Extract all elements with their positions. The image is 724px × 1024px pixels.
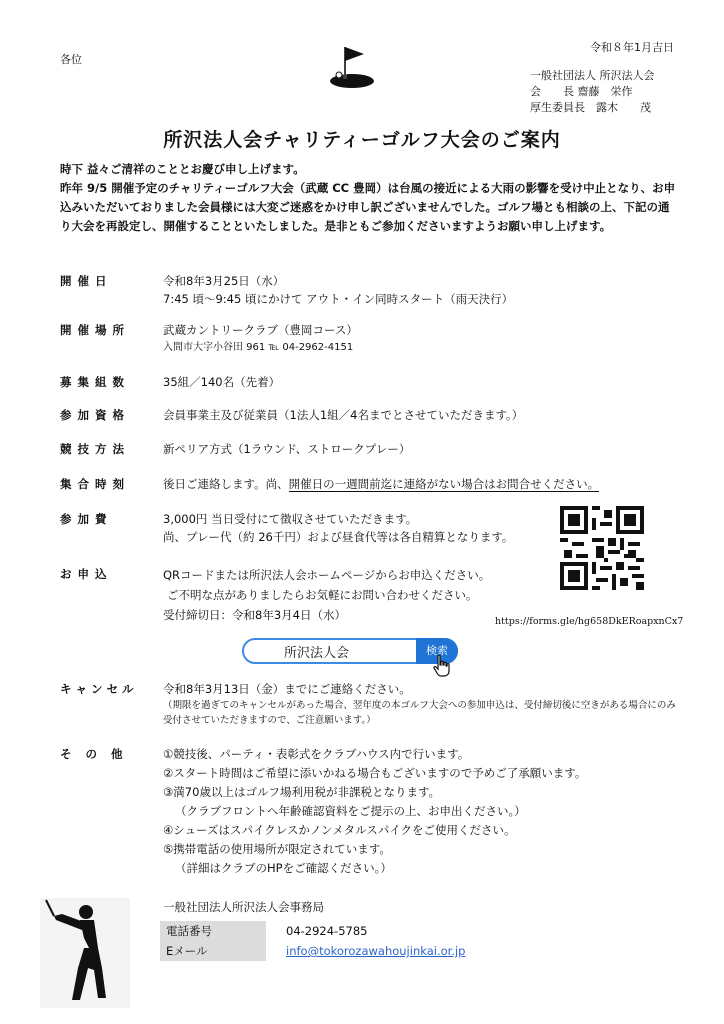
sender-president: 会 長 齋藤 栄作 xyxy=(530,85,633,98)
detail-value: 後日ご連絡します。尚、 xyxy=(163,477,289,491)
detail-label: 参加費 xyxy=(60,512,113,526)
detail-label: 募集組数 xyxy=(60,375,130,389)
phone-number: 04-2924-5785 xyxy=(286,924,368,938)
detail-value: 会員事業主及び従業員（1法人1組／4名までとさせていただきます。） xyxy=(163,408,524,422)
detail-value: 尚、プレー代（約 26千円）および昼食代等は各自精算となります。 xyxy=(163,530,514,544)
detail-value: ご不明な点がありましたらお気軽にお問い合わせください。 xyxy=(167,588,478,602)
contact-table xyxy=(160,921,471,961)
office-name: 一般社団法人所沢法人会事務局 xyxy=(163,900,324,914)
phone-label: 電話番号 xyxy=(160,921,266,941)
search-query[interactable]: 所沢法人会 xyxy=(284,646,350,661)
search-box[interactable] xyxy=(242,638,458,664)
other-item: ④シューズはスパイクレスかノンメタルスパイクをご使用ください。 xyxy=(163,823,516,837)
golf-flag-icon xyxy=(328,45,376,91)
detail-label: 競技方法 xyxy=(60,442,130,456)
other-item: ⑤携帯電話の使用場所が限定されています。 xyxy=(163,842,391,856)
golfer-icon xyxy=(40,898,130,1008)
other-item: ②スタート時間はご希望に添いかねる場合もございますので予めご了承願います。 xyxy=(163,766,587,780)
other-item: ③満70歳以上はゴルフ場利用税が非課税となります。 xyxy=(163,785,441,799)
recipient: 各位 xyxy=(60,53,82,66)
detail-value: 令和8年3月13日（金）までにご連絡ください。 xyxy=(163,682,411,696)
detail-value-underlined: 開催日の一週間前迄に連絡がない場合はお問合せください。 xyxy=(288,477,600,491)
detail-label: キャンセル xyxy=(60,682,138,696)
issue-date: 令和８年1月吉日 xyxy=(590,41,674,54)
intro-text xyxy=(60,160,680,236)
detail-value: QRコードまたは所沢法人会ホームページからお申込ください。 xyxy=(163,568,491,582)
sender-org: 一般社団法人 所沢法人会 xyxy=(530,69,655,82)
application-url[interactable]: https://forms.gle/hg658DkERoapxnCx7 xyxy=(495,616,684,627)
hand-cursor-icon xyxy=(432,654,452,678)
email-label: Eメール xyxy=(160,941,266,961)
detail-label: 開催日 xyxy=(60,274,113,288)
detail-label: 集合時刻 xyxy=(60,477,130,491)
search-button[interactable]: 検索 xyxy=(416,638,458,664)
sender-committee-chair: 厚生委員長 露木 茂 xyxy=(530,101,651,114)
detail-venue xyxy=(60,321,680,361)
detail-cancel xyxy=(60,680,680,740)
detail-value: 令和8年3月25日（水） xyxy=(163,274,285,288)
sender-block xyxy=(530,68,680,116)
detail-value: 7:45 頃〜9:45 頃にかけて アウト・イン同時スタート（雨天決行） xyxy=(163,292,514,306)
other-item: ①競技後、パーティ・表彰式をクラブハウス内で行います。 xyxy=(163,747,470,761)
detail-value: 新ペリア方式（1ラウンド、ストロークプレー） xyxy=(163,442,411,456)
other-item: （クラブフロントへ年齢確認資料をご提示の上、お申出ください。） xyxy=(175,804,526,818)
other-item: （詳細はクラブのHPをご確認ください。） xyxy=(175,861,392,875)
detail-value: 35組／140名（先着） xyxy=(163,375,281,389)
detail-label: その他 xyxy=(60,747,137,761)
detail-label: 開催場所 xyxy=(60,323,130,337)
detail-date xyxy=(60,272,680,312)
detail-value: 武蔵カントリークラブ（豊岡コース） xyxy=(163,323,358,337)
apply-deadline: 受付締切日：令和8年3月4日（水） xyxy=(163,608,346,622)
email-link[interactable]: info@tokorozawahoujinkai.or.jp xyxy=(286,944,466,958)
cancel-note: （期限を過ぎてのキャンセルがあった場合、翌年度の本ゴルフ大会への参加申込は、受付締切後に空きがある場合にのみ受付させていただきますので、ご注意願います。） xyxy=(163,700,676,726)
detail-value: 3,000円 当日受付にて徴収させていただきます。 xyxy=(163,512,418,526)
page-title: 所沢法人会チャリティーゴルフ大会のご案内 xyxy=(163,129,561,151)
detail-label: お申込 xyxy=(60,567,113,581)
detail-label: 参加資格 xyxy=(60,408,130,422)
intro-greeting: 時下 益々ご清祥のこととお慶び申し上げます。 xyxy=(60,162,305,176)
venue-address: 入間市大字小谷田 961 ℡ 04-2962-4151 xyxy=(163,342,354,353)
intro-body: 昨年 9/5 開催予定のチャリティーゴルフ大会（武蔵 CC 豊岡）は台風の接近による大雨の影響を受け中止となり、お申込みいただいておりました会員様には大変ご迷惑をかけ申し訳ございませんでした。ゴルフ場とも相談の上、下記の通り大会を再設定し、開催することといたしました。是非ともご参加くださいますようお願い申し上げます。 xyxy=(60,181,676,233)
